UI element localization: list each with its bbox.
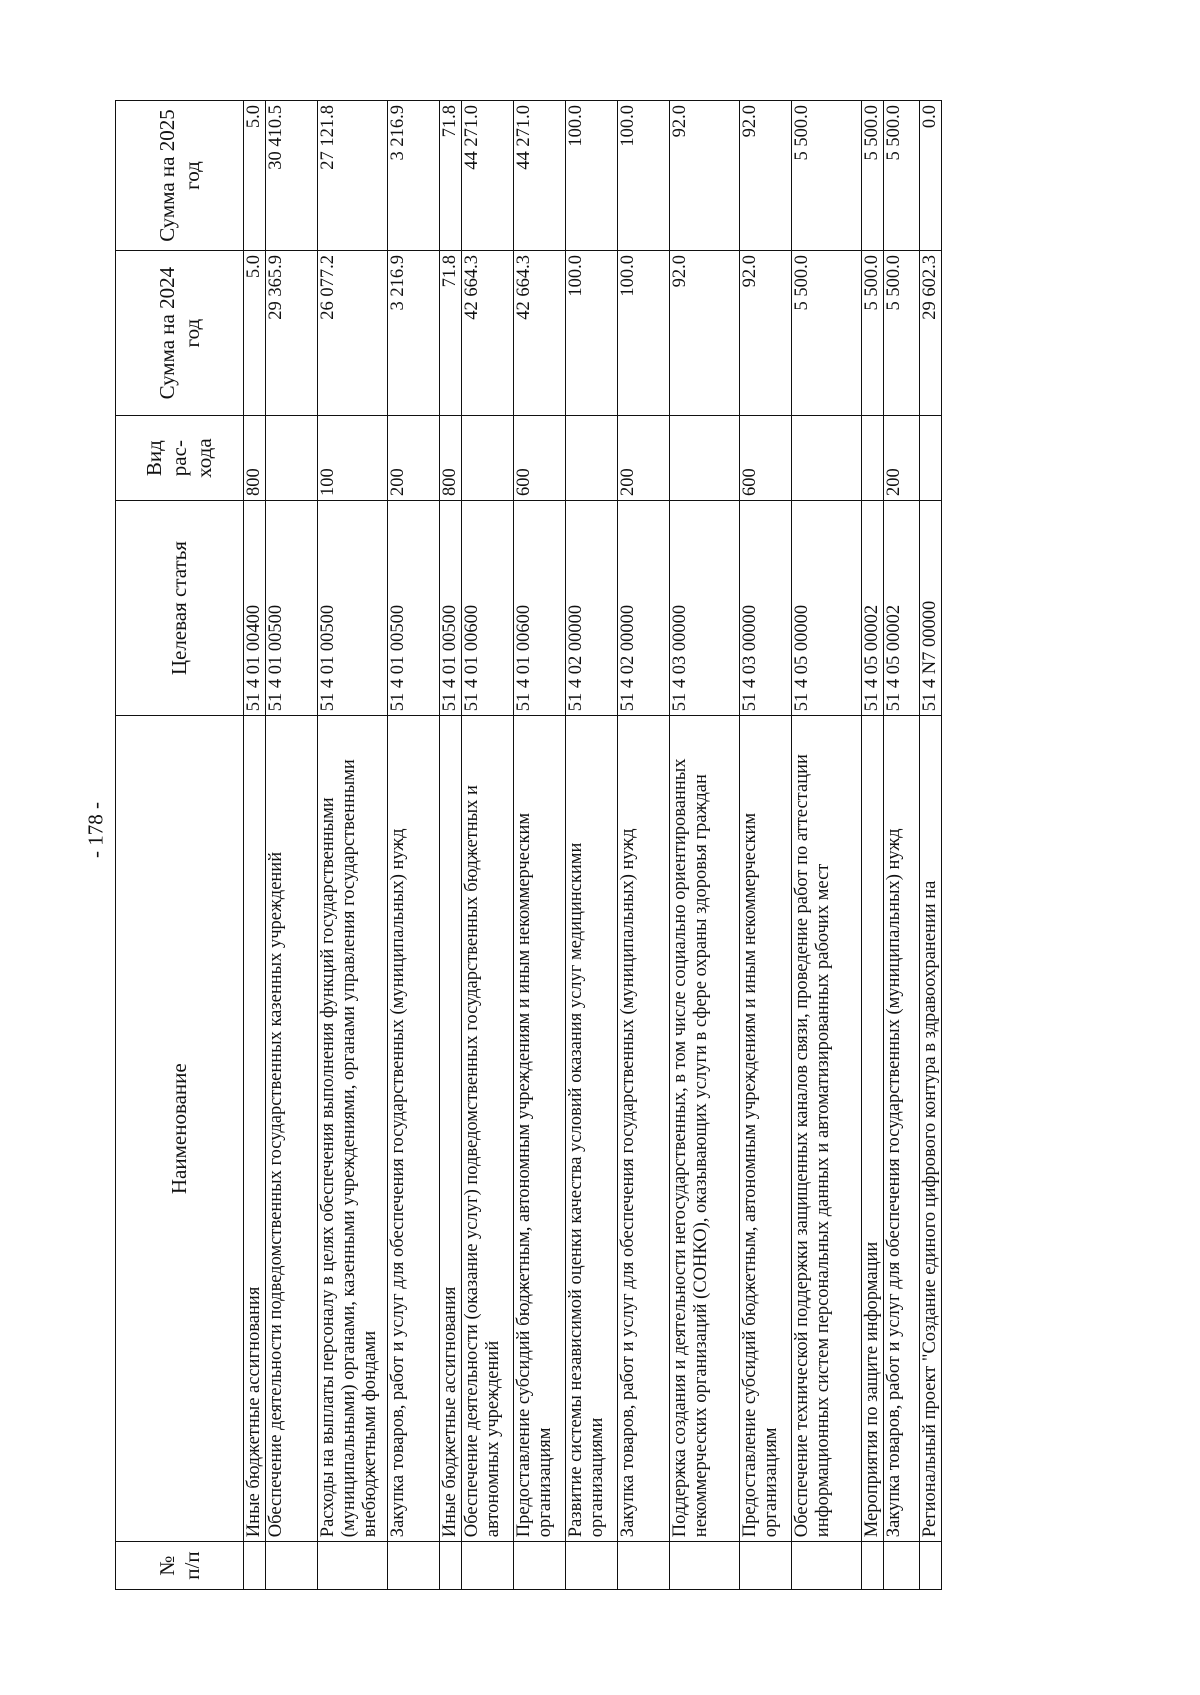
cell-num <box>318 1542 388 1590</box>
table-row <box>318 101 388 1590</box>
cell-kind: 800 <box>244 416 266 501</box>
cell-sum-2024: 100.0 <box>566 251 618 416</box>
cell-sum-2025: 92.0 <box>740 101 792 251</box>
cell-kind <box>670 416 740 501</box>
cell-num <box>566 1542 618 1590</box>
cell-target: 51 4 01 00500 <box>440 501 462 716</box>
cell-kind: 200 <box>618 416 670 501</box>
cell-kind <box>792 416 862 501</box>
cell-sum-2024: 5.0 <box>244 251 266 416</box>
table-row <box>462 101 514 1590</box>
cell-num <box>920 1542 942 1590</box>
header-sum-2025: Сумма на 2025 год <box>116 101 244 251</box>
header-name: Наименование <box>116 716 244 1542</box>
table-row <box>388 101 440 1590</box>
cell-num <box>266 1542 318 1590</box>
cell-name: Региональный проект "Создание единого цифрового контура в здравоохранении на <box>920 716 942 1542</box>
cell-name: Предоставление субсидий бюджетным, автономным учреждениям и иным некоммерческим организациям <box>740 716 792 1542</box>
cell-kind: 100 <box>318 416 388 501</box>
cell-target: 51 4 01 00600 <box>462 501 514 716</box>
cell-sum-2024: 92.0 <box>670 251 740 416</box>
cell-target: 51 4 01 00500 <box>318 501 388 716</box>
cell-num <box>462 1542 514 1590</box>
cell-sum-2025: 5 500.0 <box>792 101 862 251</box>
cell-target: 51 4 05 00000 <box>792 501 862 716</box>
cell-sum-2025: 100.0 <box>566 101 618 251</box>
table-body <box>244 101 942 1590</box>
cell-sum-2024: 29 602.3 <box>920 251 942 416</box>
table-row <box>740 101 792 1590</box>
cell-kind: 600 <box>514 416 566 501</box>
table-row <box>884 101 920 1590</box>
cell-name: Закупка товаров, работ и услуг для обеспечения государственных (муниципальных) нужд <box>388 716 440 1542</box>
cell-name: Иные бюджетные ассигнования <box>244 716 266 1542</box>
cell-sum-2025: 44 271.0 <box>514 101 566 251</box>
table-row <box>266 101 318 1590</box>
table-row <box>566 101 618 1590</box>
header-target: Целевая статья <box>116 501 244 716</box>
header-row <box>116 101 244 1590</box>
table-row <box>862 101 884 1590</box>
cell-name: Расходы на выплаты персоналу в целях обеспечения выполнения функций государственными (муниципальными) органами, казенными учреждениями, органами управления государственными внебюджетными фондами <box>318 716 388 1542</box>
cell-sum-2025: 27 121.8 <box>318 101 388 251</box>
header-num: № п/п <box>116 1542 244 1590</box>
cell-sum-2025: 0.0 <box>920 101 942 251</box>
cell-kind <box>862 416 884 501</box>
cell-kind: 800 <box>440 416 462 501</box>
cell-target: 51 4 01 00500 <box>266 501 318 716</box>
cell-num <box>884 1542 920 1590</box>
table-row <box>514 101 566 1590</box>
cell-sum-2024: 5 500.0 <box>792 251 862 416</box>
budget-table <box>115 100 942 1590</box>
cell-num <box>862 1542 884 1590</box>
cell-sum-2024: 42 664.3 <box>514 251 566 416</box>
cell-sum-2025: 44 271.0 <box>462 101 514 251</box>
header-sum-2024: Сумма на 2024 год <box>116 251 244 416</box>
cell-sum-2025: 100.0 <box>618 101 670 251</box>
cell-target: 51 4 N7 00000 <box>920 501 942 716</box>
cell-sum-2025: 71.8 <box>440 101 462 251</box>
cell-name: Закупка товаров, работ и услуг для обеспечения государственных (муниципальных) нужд <box>618 716 670 1542</box>
cell-name: Предоставление субсидий бюджетным, автономным учреждениям и иным некоммерческим организациям <box>514 716 566 1542</box>
cell-kind <box>920 416 942 501</box>
cell-num <box>792 1542 862 1590</box>
cell-target: 51 4 03 00000 <box>740 501 792 716</box>
cell-target: 51 4 01 00400 <box>244 501 266 716</box>
header-kind: Вид рас- хода <box>116 416 244 501</box>
cell-num <box>514 1542 566 1590</box>
cell-sum-2024: 71.8 <box>440 251 462 416</box>
table-row <box>618 101 670 1590</box>
cell-num <box>670 1542 740 1590</box>
cell-num <box>618 1542 670 1590</box>
cell-num <box>244 1542 266 1590</box>
cell-sum-2024: 26 077.2 <box>318 251 388 416</box>
cell-kind <box>462 416 514 501</box>
cell-sum-2024: 100.0 <box>618 251 670 416</box>
page-number: - 178 - <box>83 802 108 858</box>
cell-sum-2024: 3 216.9 <box>388 251 440 416</box>
cell-target: 51 4 05 00002 <box>884 501 920 716</box>
cell-sum-2024: 5 500.0 <box>884 251 920 416</box>
cell-target: 51 4 01 00500 <box>388 501 440 716</box>
cell-name: Мероприятия по защите информации <box>862 716 884 1542</box>
table-row <box>440 101 462 1590</box>
table-row <box>792 101 862 1590</box>
cell-name: Обеспечение деятельности подведомственных государственных казенных учреждений <box>266 716 318 1542</box>
cell-name: Поддержка создания и деятельности негосударственных, в том числе социально ориентированных некоммерческих организаций (СОНКО), оказывающих услуги в сфере охраны здоровья граждан <box>670 716 740 1542</box>
cell-kind: 200 <box>388 416 440 501</box>
cell-target: 51 4 03 00000 <box>670 501 740 716</box>
cell-sum-2024: 92.0 <box>740 251 792 416</box>
cell-num <box>388 1542 440 1590</box>
cell-name: Иные бюджетные ассигнования <box>440 716 462 1542</box>
cell-sum-2025: 92.0 <box>670 101 740 251</box>
table-row <box>920 101 942 1590</box>
cell-name: Обеспечение технической поддержки защищенных каналов связи, проведение работ по аттестации информационных систем персональных данных и автоматизированных рабочих мест <box>792 716 862 1542</box>
cell-kind <box>266 416 318 501</box>
rotated-table-container <box>115 100 1070 1590</box>
cell-num <box>440 1542 462 1590</box>
cell-name: Развитие системы независимой оценки качества условий оказания услуг медицинскими организациями <box>566 716 618 1542</box>
cell-kind: 200 <box>884 416 920 501</box>
cell-name: Обеспечение деятельности (оказание услуг) подведомственных государственных бюджетных и автономных учреждений <box>462 716 514 1542</box>
cell-kind: 600 <box>740 416 792 501</box>
cell-sum-2024: 42 664.3 <box>462 251 514 416</box>
cell-sum-2025: 5.0 <box>244 101 266 251</box>
cell-target: 51 4 02 00000 <box>566 501 618 716</box>
cell-sum-2025: 30 410.5 <box>266 101 318 251</box>
cell-num <box>740 1542 792 1590</box>
cell-target: 51 4 05 00002 <box>862 501 884 716</box>
table-row <box>244 101 266 1590</box>
cell-target: 51 4 02 00000 <box>618 501 670 716</box>
cell-sum-2025: 3 216.9 <box>388 101 440 251</box>
cell-sum-2024: 5 500.0 <box>862 251 884 416</box>
cell-sum-2024: 29 365.9 <box>266 251 318 416</box>
cell-name: Закупка товаров, работ и услуг для обеспечения государственных (муниципальных) нужд <box>884 716 920 1542</box>
cell-sum-2025: 5 500.0 <box>862 101 884 251</box>
cell-sum-2025: 5 500.0 <box>884 101 920 251</box>
cell-target: 51 4 01 00600 <box>514 501 566 716</box>
cell-kind <box>566 416 618 501</box>
table-row <box>670 101 740 1590</box>
